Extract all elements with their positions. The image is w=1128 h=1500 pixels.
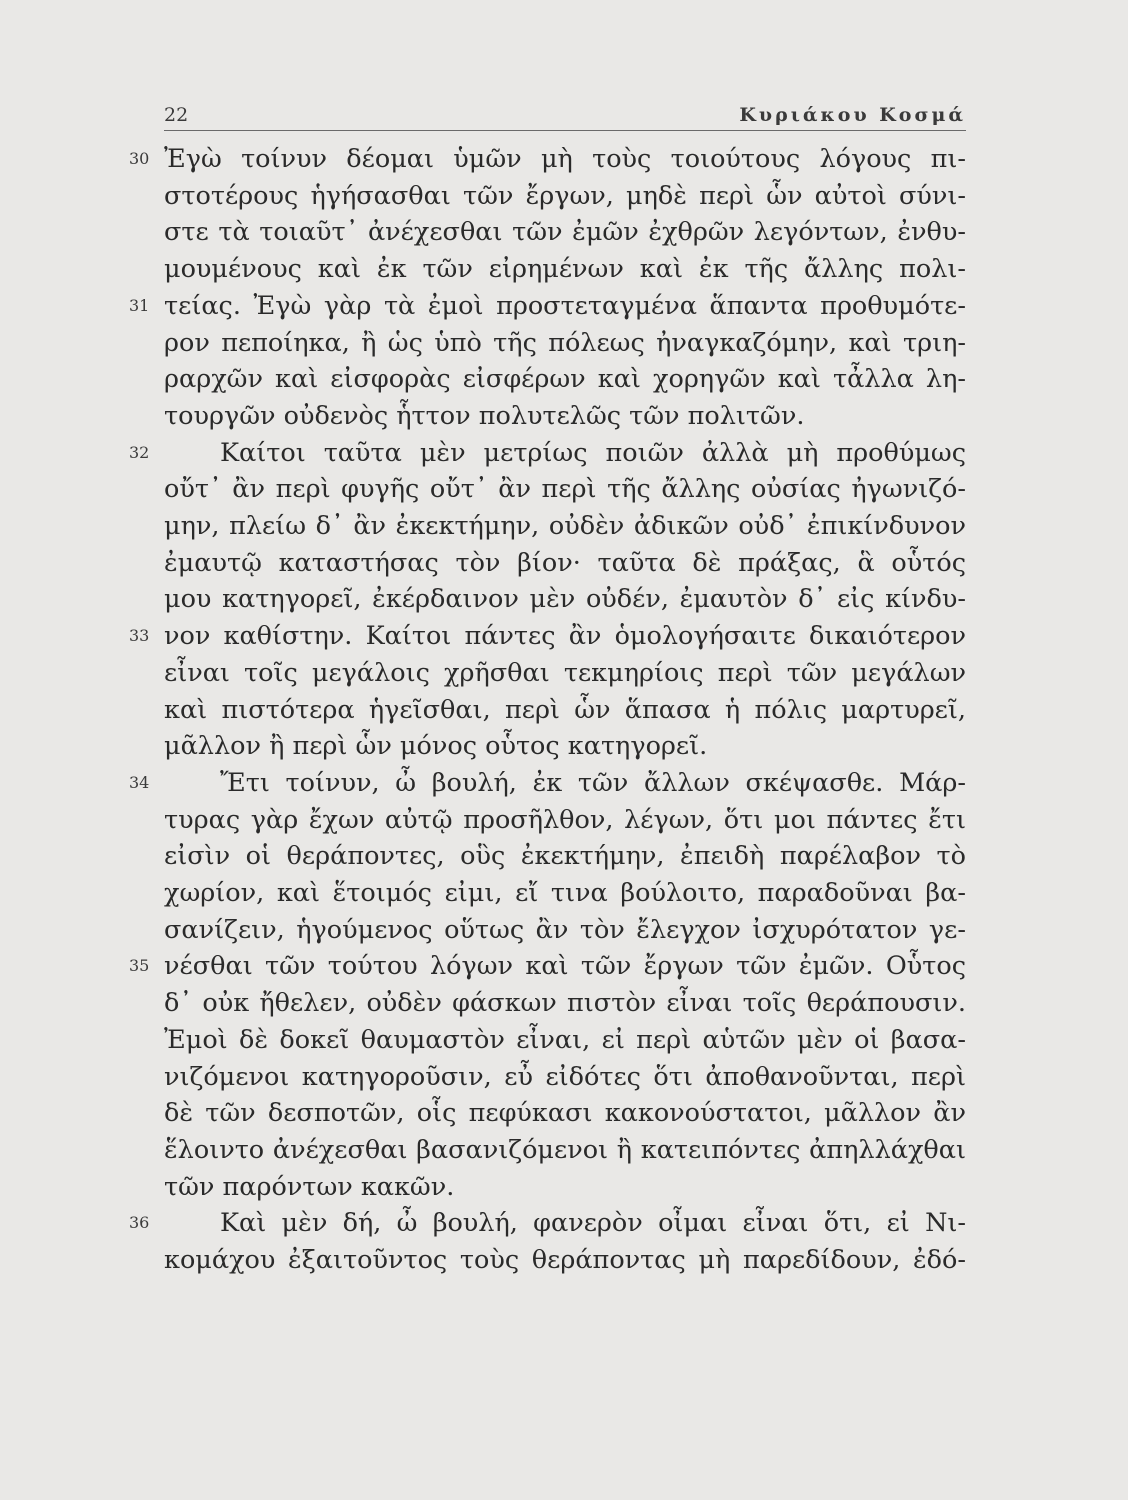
text-line: ραρχῶν καὶ εἰσφορὰς εἰσφέρων καὶ χορηγῶν καὶ τἆλλα λη-: [164, 364, 966, 395]
section-number: 35: [129, 956, 150, 976]
section-number: 32: [129, 442, 150, 462]
text-line: Ἔτι τοίνυν, ὦ βουλή, ἐκ τῶν ἄλλων σκέψασθε. Μάρ-: [220, 767, 966, 798]
text-line: τουργῶν οὐδενὸς ἧττον πολυτελῶς τῶν πολιτῶν.: [164, 400, 805, 431]
running-title: Κυριάκου Κοσμά: [739, 104, 966, 126]
text-line: μᾶλλον ἢ περὶ ὧν μόνος οὗτος κατηγορεῖ.: [164, 731, 708, 762]
text-line: νον καθίστην. Καίτοι πάντες ἂν ὁμολογήσαιτε δικαιότερον: [164, 621, 966, 652]
text-line: Καὶ μὲν δή, ὦ βουλή, φανερὸν οἶμαι εἶναι ὅτι, εἰ Νι-: [220, 1208, 966, 1239]
text-line: νιζόμενοι κατηγοροῦσιν, εὖ εἰδότες ὅτι ἀποθανοῦνται, περὶ: [164, 1061, 966, 1092]
text-line: κομάχου ἐξαιτοῦντος τοὺς θεράποντας μὴ παρεδίδουν, ἐδό-: [164, 1245, 966, 1275]
text-line: στοτέρους ἡγήσασθαι τῶν ἔργων, μηδὲ περὶ ὧν αὐτοὶ σύνι-: [164, 180, 966, 211]
text-line: Ἐγὼ τοίνυν δέομαι ὑμῶν μὴ τοὺς τοιούτους λόγους πι-: [164, 144, 966, 174]
text-line: τῶν παρόντων κακῶν.: [164, 1171, 455, 1202]
text-line: καὶ πιστότερα ἡγεῖσθαι, περὶ ὧν ἅπασα ἡ πόλις μαρτυρεῖ,: [164, 694, 966, 725]
section-number: 36: [129, 1213, 150, 1233]
text-line: χωρίον, καὶ ἕτοιμός εἰμι, εἴ τινα βούλοιτο, παραδοῦναι βα-: [164, 878, 966, 908]
page-number: 22: [164, 104, 189, 126]
text-line: τείας. Ἐγὼ γὰρ τὰ ἐμοὶ προστεταγμένα ἅπαντα προθυμότε-: [164, 290, 966, 321]
text-line: σανίζειν, ἡγούμενος οὕτως ἂν τὸν ἔλεγχον ἰσχυρότατον γε-: [164, 914, 966, 945]
section-number: 30: [129, 149, 150, 168]
text-line: μου κατηγορεῖ, ἐκέρδαινον μὲν οὐδέν, ἐμαυτὸν δ᾽ εἰς κίνδυ-: [164, 584, 966, 615]
section-number: 34: [129, 772, 150, 792]
section-number: 31: [129, 295, 150, 315]
text-line: δὲ τῶν δεσποτῶν, οἷς πεφύκασι κακονούστατοι, μᾶλλον ἂν: [164, 1098, 966, 1129]
text-line: οὔτ᾽ ἂν περὶ φυγῆς οὔτ᾽ ἂν περὶ τῆς ἄλλης οὐσίας ἠγωνιζό-: [164, 474, 966, 505]
text-line: Καίτοι ταῦτα μὲν μετρίως ποιῶν ἀλλὰ μὴ προθύμως: [220, 437, 966, 468]
text-line: εἶναι τοῖς μεγάλοις χρῆσθαι τεκμηρίοις περὶ τῶν μεγάλων: [164, 657, 966, 688]
page-header: [164, 100, 966, 131]
text-line: ἐμαυτῷ καταστήσας τὸν βίον· ταῦτα δὲ πράξας, ἃ οὗτός: [164, 547, 966, 578]
text-line: ρον πεποίηκα, ἢ ὡς ὑπὸ τῆς πόλεως ἠναγκαζόμην, καὶ τριη-: [164, 327, 966, 358]
text-line: μουμένους καὶ ἐκ τῶν εἰρημένων καὶ ἐκ τῆς ἄλλης πολι-: [164, 254, 966, 285]
section-number: 33: [129, 626, 150, 646]
text-line: μην, πλείω δ᾽ ἂν ἐκεκτήμην, οὐδὲν ἀδικῶν οὐδ᾽ ἐπικίνδυνον: [164, 511, 966, 541]
text-line: τυρας γὰρ ἔχων αὐτῷ προσῆλθον, λέγων, ὅτι μοι πάντες ἔτι: [164, 804, 966, 835]
text-line: δ᾽ οὐκ ἤθελεν, οὐδὲν φάσκων πιστὸν εἶναι τοῖς θεράπουσιν.: [164, 988, 966, 1019]
text-line: Ἐμοὶ δὲ δοκεῖ θαυμαστὸν εἶναι, εἰ περὶ αὑτῶν μὲν οἱ βασα-: [164, 1024, 966, 1055]
text-line: ἕλοιντο ἀνέχεσθαι βασανιζόμενοι ἢ κατειπόντες ἀπηλλάχθαι: [164, 1134, 966, 1165]
text-line: στε τὰ τοιαῦτ᾽ ἀνέχεσθαι τῶν ἐμῶν ἐχθρῶν λεγόντων, ἐνθυ-: [164, 217, 966, 248]
text-line: εἰσὶν οἱ θεράποντες, οὓς ἐκεκτήμην, ἐπειδὴ παρέλαβον τὸ: [164, 841, 966, 872]
text-line: νέσθαι τῶν τούτου λόγων καὶ τῶν ἔργων τῶν ἐμῶν. Οὗτος: [164, 951, 966, 982]
